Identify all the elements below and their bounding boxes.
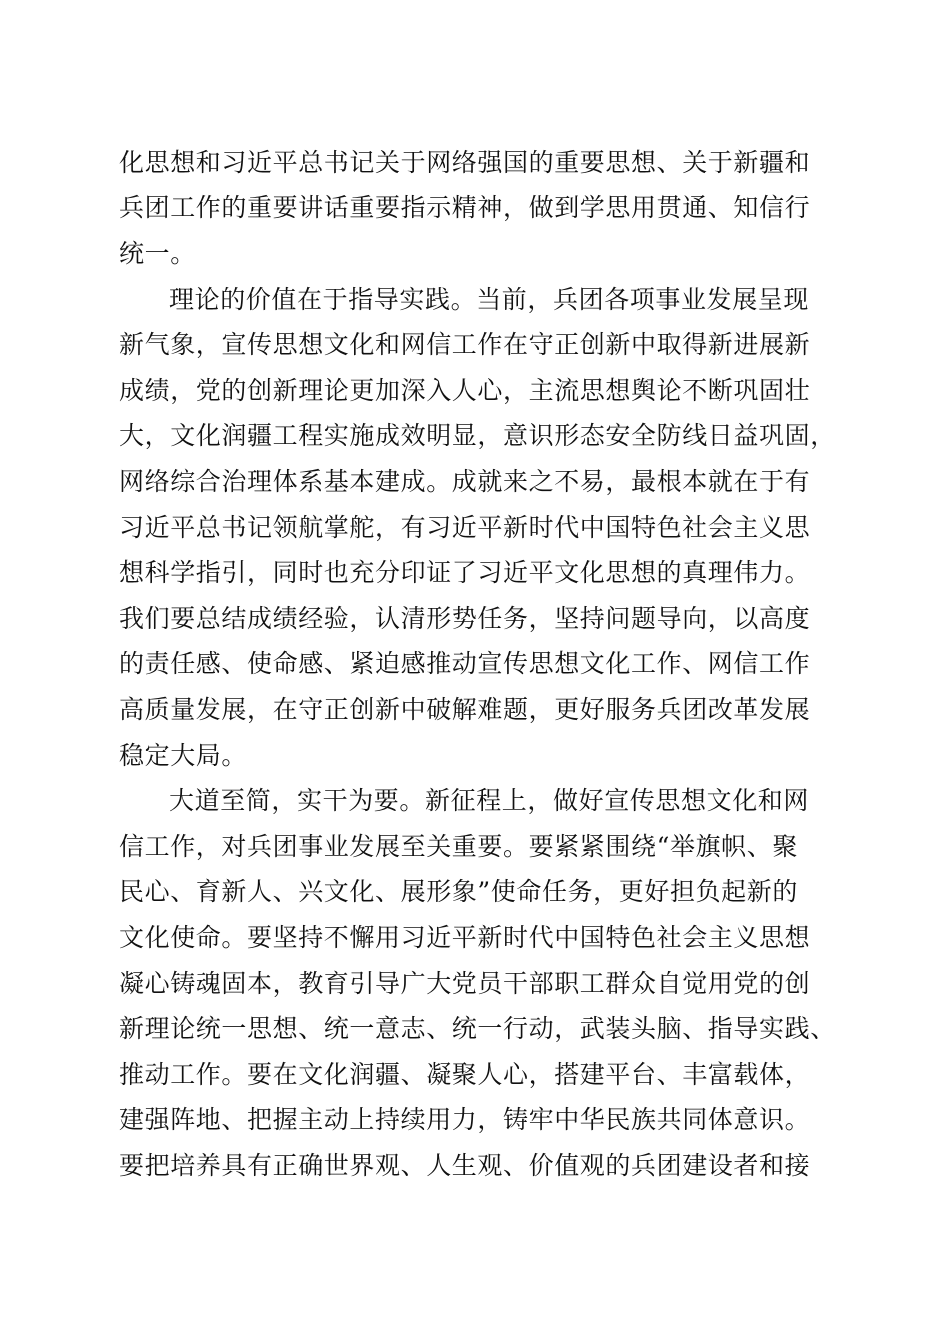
text-line-16: 信工作，对兵团事业发展至关重要。要紧紧围绕“举旗帜、聚 — [119, 832, 798, 861]
text-line-13: 高质量发展，在守正创新中破解难题，更好服务兵团改革发展 — [119, 695, 811, 724]
text-line-23: 要把培养具有正确世界观、人生观、价值观的兵团建设者和接 — [119, 1151, 811, 1180]
text-line-1: 化思想和习近平总书记关于网络强国的重要思想、关于新疆和 — [119, 148, 811, 177]
text-line-8: 网络综合治理体系基本建成。成就来之不易，最根本就在于有 — [119, 467, 811, 496]
text-line-11: 我们要总结成绩经验，认清形势任务，坚持问题导向，以高度 — [119, 604, 811, 633]
text-line-22: 建强阵地、把握主动上持续用力，铸牢中华民族共同体意识。 — [119, 1105, 811, 1134]
text-line-18: 文化使命。要坚持不懈用习近平新时代中国特色社会主义思想 — [119, 923, 811, 952]
text-line-14: 稳定大局。 — [119, 741, 248, 770]
text-line-12: 的责任感、使命感、紧迫感推动宣传思想文化工作、网信工作 — [119, 649, 811, 678]
text-line-6: 成绩，党的创新理论更加深入人心，主流思想舆论不断巩固壮 — [119, 376, 811, 405]
text-line-5: 新气象，宣传思想文化和网信工作在守正创新中取得新进展新 — [119, 330, 811, 359]
text-line-7: 大，文化润疆工程实施成效明显，意识形态安全防线日益巩固， — [119, 421, 836, 450]
text-line-21: 推动工作。要在文化润疆、凝聚人心，搭建平台、丰富载体， — [119, 1060, 811, 1089]
text-line-19: 凝心铸魂固本，教育引导广大党员干部职工群众自觉用党的创 — [119, 969, 811, 998]
text-line-9: 习近平总书记领航掌舵，有习近平新时代中国特色社会主义思 — [119, 513, 811, 542]
text-line-20: 新理论统一思想、统一意志、统一行动，武装头脑、指导实践、 — [119, 1014, 836, 1043]
text-line-17: 民心、育新人、兴文化、展形象”使命任务，更好担负起新的 — [119, 877, 798, 906]
text-line-3: 统一。 — [119, 239, 196, 268]
text-line-2: 兵团工作的重要讲话重要指示精神，做到学思用贯通、知信行 — [119, 193, 811, 222]
paragraph-3-first-line: 大道至简，实干为要。新征程上，做好宣传思想文化和网 — [169, 786, 810, 815]
paragraph-2-first-line: 理论的价值在于指导实践。当前，兵团各项事业发展呈现 — [169, 285, 810, 314]
text-line-10: 想科学指引，同时也充分印证了习近平文化思想的真理伟力。 — [119, 558, 811, 587]
